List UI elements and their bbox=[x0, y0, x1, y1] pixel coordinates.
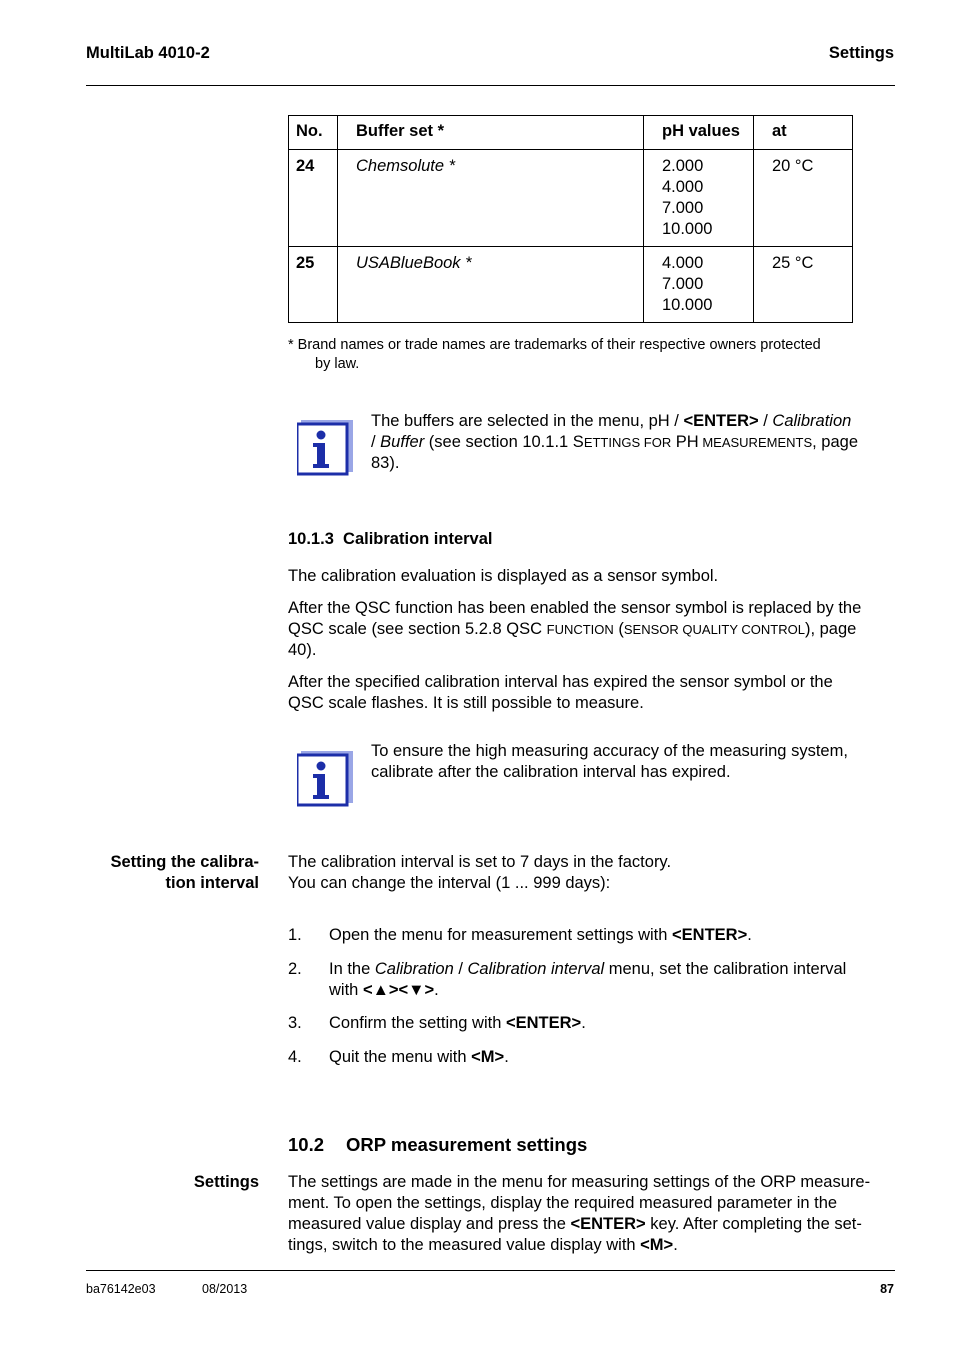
cell-no: 24 bbox=[289, 150, 338, 247]
step-number: 3. bbox=[288, 1014, 302, 1032]
footnote-line: by law. bbox=[315, 356, 360, 372]
ph-value: 4.000 bbox=[662, 254, 704, 272]
header-title: MultiLab 4010-2 bbox=[86, 44, 210, 62]
ph-value: 10.000 bbox=[662, 220, 713, 238]
step-number: 2. bbox=[288, 960, 302, 978]
table-row bbox=[289, 247, 853, 323]
cell-temperature: 25 °C bbox=[754, 247, 853, 323]
step-text: Quit the menu with <M>. bbox=[329, 1048, 509, 1066]
section-heading-10-1-3: 10.1.3 Calibration interval bbox=[288, 530, 493, 548]
info-text-buffers: The buffers are selected in the menu, pH / <ENTER> / Calibration / Buffer (see section 10.1.1 SETTINGS FOR PH MEASUREMENTS, page 83). bbox=[371, 412, 858, 472]
column-header: Buffer set * bbox=[338, 116, 644, 150]
column-header: at bbox=[754, 116, 853, 150]
ph-value: 10.000 bbox=[662, 296, 713, 314]
cell-ph-values bbox=[644, 247, 754, 323]
info-icon bbox=[297, 751, 353, 807]
section-heading-10-2: 10.2 ORP measurement settings bbox=[288, 1134, 588, 1155]
ph-value: 4.000 bbox=[662, 178, 704, 196]
ph-value: 2.000 bbox=[662, 157, 704, 175]
cell-buffer: Chemsolute * bbox=[338, 150, 644, 247]
cell-buffer: USABlueBook * bbox=[338, 247, 644, 323]
cell-temperature: 20 °C bbox=[754, 150, 853, 247]
column-header: No. bbox=[289, 116, 338, 150]
step-number: 1. bbox=[288, 926, 302, 944]
step-text: Open the menu for measurement settings with <ENTER>. bbox=[329, 926, 752, 944]
paragraph-qsc: After the QSC function has been enabled the sensor symbol is replaced by the QSC scale (see section 5.2.8 QSC FUNCTION (SENSOR QUALITY CONTROL), page 40). bbox=[288, 599, 862, 659]
paragraph-interval: The calibration interval is set to 7 days in the factory. You can change the interval (1 ... 999 days): bbox=[288, 853, 672, 892]
footnote-line: * Brand names or trade names are trademarks of their respective owners protected bbox=[288, 337, 821, 353]
footnote bbox=[288, 336, 821, 374]
page-number: 87 bbox=[880, 1282, 894, 1296]
footer-rule bbox=[86, 1270, 895, 1271]
step-text: Confirm the setting with <ENTER>. bbox=[329, 1014, 586, 1032]
cell-no: 25 bbox=[289, 247, 338, 323]
ph-value: 7.000 bbox=[662, 275, 704, 293]
info-text-accuracy: To ensure the high measuring accuracy of the measuring system, calibrate after the calibration interval has expired. bbox=[371, 742, 848, 781]
buffer-table bbox=[288, 115, 853, 323]
side-heading-settings: Settings bbox=[193, 1173, 259, 1191]
footer-date: 08/2013 bbox=[202, 1282, 248, 1296]
step-text: In the Calibration / Calibration interval menu, set the calibration interval with <▲><▼>. bbox=[329, 960, 847, 999]
column-header: pH values bbox=[644, 116, 754, 150]
info-icon bbox=[297, 420, 353, 476]
side-heading-calibration-interval: Setting the calibra- tion interval bbox=[110, 853, 259, 892]
table-header-row bbox=[289, 116, 853, 150]
paragraph-orp-settings: The settings are made in the menu for measuring settings of the ORP measure- ment. To open the settings, display the required measured parameter in the measured value display and press the <ENTER> key. After completing the set- tings, switch to the measured value display with <M>. bbox=[288, 1173, 871, 1254]
step-number: 4. bbox=[288, 1048, 302, 1066]
paragraph-calibration-evaluation: The calibration evaluation is displayed as a sensor symbol. bbox=[288, 567, 719, 585]
header-rule bbox=[86, 85, 895, 86]
footer-doc-number: ba76142e03 bbox=[86, 1282, 156, 1296]
table-row bbox=[289, 150, 853, 247]
ph-value: 7.000 bbox=[662, 199, 704, 217]
cell-ph-values bbox=[644, 150, 754, 247]
paragraph-interval-expired: After the specified calibration interval has expired the sensor symbol or the QSC scale flashes. It is still possible to measure. bbox=[288, 673, 833, 712]
header-section: Settings bbox=[828, 44, 894, 62]
